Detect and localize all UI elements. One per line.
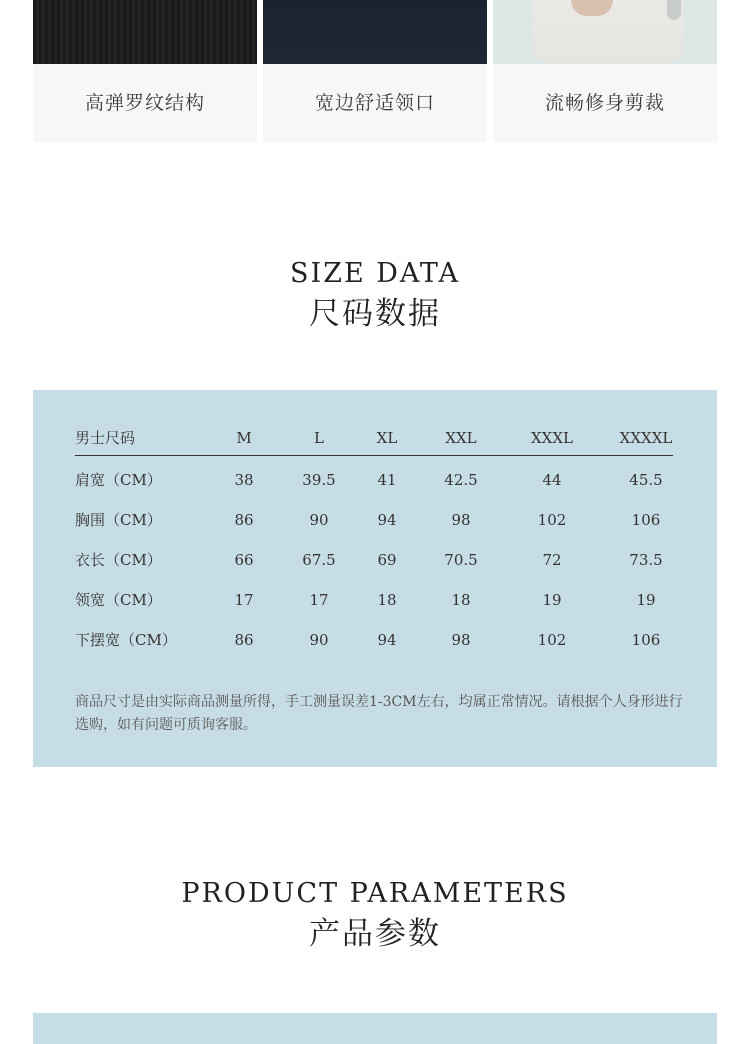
table-cell: 66 (234, 551, 254, 569)
feature-card-ribbed (33, 0, 257, 142)
size-heading-zh: 尺码数据 (309, 296, 441, 332)
row-label: 肩宽（CM） (75, 471, 162, 489)
table-cell: 86 (234, 631, 254, 649)
table-cell: 98 (451, 511, 471, 529)
table-cell: 17 (309, 591, 329, 609)
size-table-header (75, 422, 673, 456)
table-cell: 94 (377, 511, 397, 529)
table-row (75, 500, 673, 540)
table-cell: 86 (234, 511, 254, 529)
feature-caption: 流畅修身剪裁 (544, 92, 665, 114)
table-cell: 72 (542, 551, 562, 569)
table-cell: 90 (309, 511, 329, 529)
table-cell: 17 (234, 591, 254, 609)
size-heading-en: SIZE DATA (290, 258, 460, 289)
table-cell: 98 (451, 631, 471, 649)
collar-photo (263, 0, 487, 64)
header-cell: 男士尺码 (75, 429, 136, 447)
header-cell: XXXXL (619, 429, 673, 447)
header-cell: XL (376, 429, 398, 447)
row-label: 胸围（CM） (75, 511, 162, 529)
table-cell: 102 (537, 631, 567, 649)
ribbed-fabric-photo (33, 0, 257, 64)
row-label: 下摆宽（CM） (75, 631, 177, 649)
table-cell: 67.5 (302, 551, 336, 569)
table-cell: 38 (234, 471, 254, 489)
table-cell: 94 (377, 631, 397, 649)
table-row (75, 460, 673, 500)
feature-caption: 高弹罗纹结构 (84, 92, 205, 114)
table-cell: 106 (631, 631, 661, 649)
table-cell: 18 (377, 591, 397, 609)
table-cell: 69 (377, 551, 397, 569)
param-heading-en: PRODUCT PARAMETERS (181, 878, 569, 909)
table-cell: 73.5 (629, 551, 663, 569)
size-data-heading (0, 258, 750, 334)
table-row (75, 540, 673, 580)
table-row (75, 580, 673, 620)
table-cell: 70.5 (444, 551, 478, 569)
header-cell: XXL (445, 429, 477, 447)
header-cell: M (236, 429, 252, 447)
table-cell: 39.5 (302, 471, 336, 489)
slim-fit-photo (493, 0, 717, 64)
row-label: 衣长（CM） (75, 551, 162, 569)
table-cell: 41 (377, 471, 397, 489)
header-cell: XXXL (531, 429, 573, 447)
size-table (75, 422, 673, 660)
size-table-body (75, 456, 673, 660)
table-cell: 102 (537, 511, 567, 529)
feature-cards (33, 0, 717, 142)
size-chart-panel (33, 390, 717, 767)
feature-caption: 宽边舒适领口 (314, 92, 435, 114)
table-row (75, 620, 673, 660)
table-cell: 106 (631, 511, 661, 529)
table-cell: 90 (309, 631, 329, 649)
feature-card-fit (493, 0, 717, 142)
table-cell: 19 (542, 591, 562, 609)
product-parameters-heading (0, 878, 750, 954)
row-label: 领宽（CM） (75, 591, 162, 609)
table-cell: 42.5 (444, 471, 478, 489)
product-parameters-panel (33, 1013, 717, 1044)
size-disclaimer-note: 商品尺寸是由实际商品测量所得，手工测量误差1-3CM左右，均属正常情况。请根据个人身形进行选购，如有问题可质询客服。 (75, 694, 683, 733)
param-heading-zh: 产品参数 (309, 916, 441, 952)
header-cell: L (314, 429, 324, 447)
feature-card-collar (263, 0, 487, 142)
table-cell: 44 (542, 471, 562, 489)
sleeve-shape (667, 0, 681, 20)
table-cell: 19 (636, 591, 656, 609)
table-cell: 45.5 (629, 471, 663, 489)
table-cell: 18 (451, 591, 471, 609)
